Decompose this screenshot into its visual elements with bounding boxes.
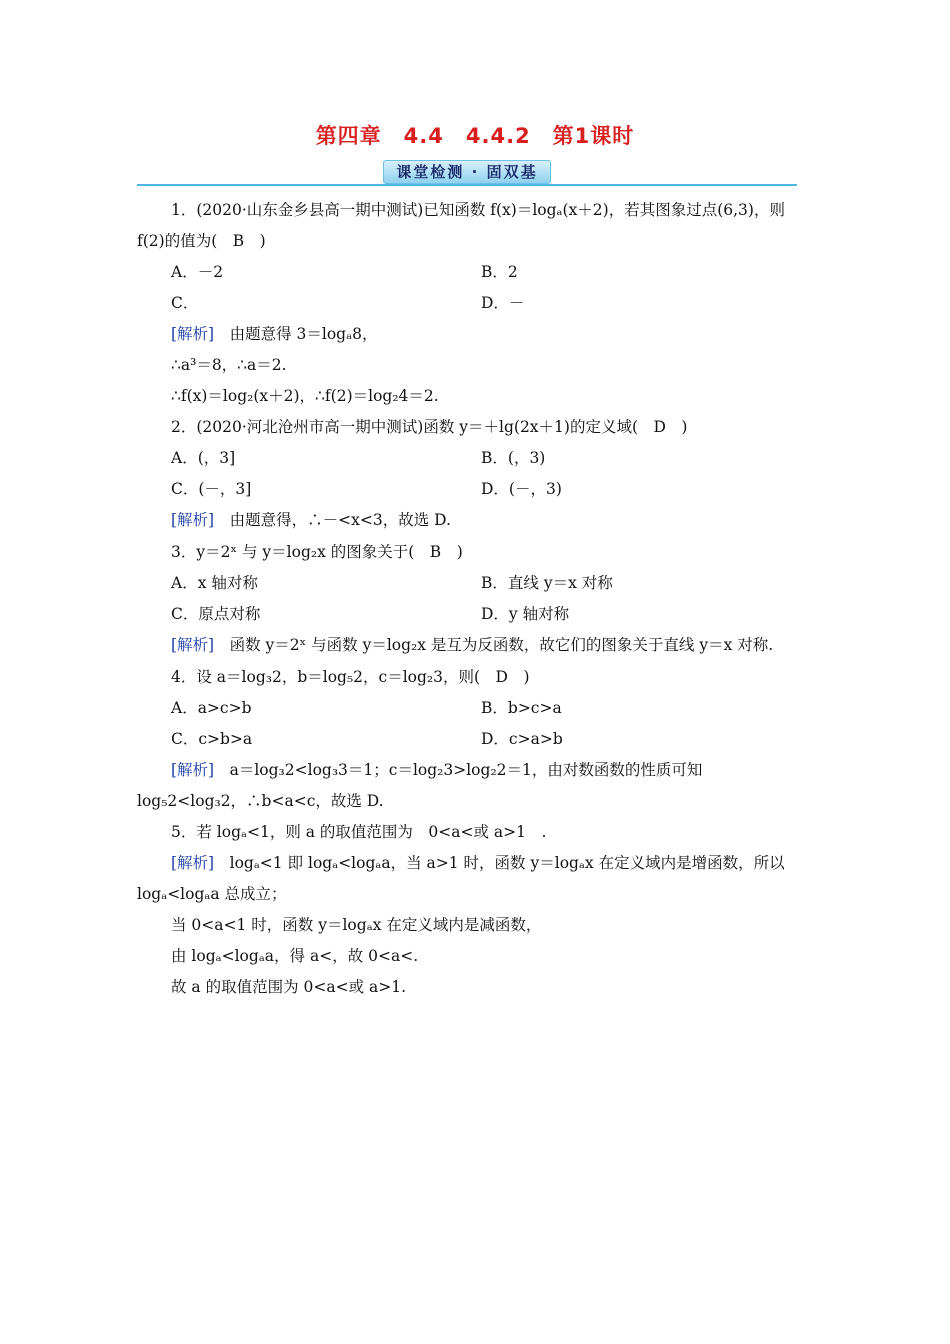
line-q5: 5．若 logₐ<1，则 a 的取值范围为 0<a<或 a>1 . xyxy=(171,823,547,841)
line-q1a: 1．(2020·山东金乡县高一期中测试)已知函数 f(x)＝logₐ(x＋2)，若其图象过点(6,3)，则 xyxy=(171,201,785,219)
line-q1b: f(2)的值为( B ) xyxy=(137,232,266,250)
line-s1c: ∴f(x)＝log₂(x＋2)，∴f(2)＝log₂4＝2. xyxy=(171,387,439,405)
line-s5c: 当 0<a<1 时，函数 y＝logₐx 在定义域内是减函数， xyxy=(171,916,542,934)
line-q3B: B．直线 y＝x 对称 xyxy=(481,574,613,592)
line-q1C: C． xyxy=(171,294,199,312)
line-q2: 2．(2020·河北沧州市高一期中测试)函数 y＝＋lg(2x＋1)的定义域( D ) xyxy=(171,418,688,436)
line-q1D: D．－ xyxy=(481,294,525,312)
line-q1A: A．－2 xyxy=(171,263,224,281)
line-s5e: 故 a 的取值范围为 0<a<或 a>1. xyxy=(171,978,407,996)
line-s5d: 由 logₐ<logₐa，得 a<，故 0<a<. xyxy=(171,947,419,965)
line-s5b: logₐ<logₐa 总成立； xyxy=(137,885,287,903)
line-q4B: B．b>c>a xyxy=(481,699,562,717)
section-banner: 课堂检测 · 固双基 xyxy=(383,160,551,184)
line-q2D: D．(－，3) xyxy=(481,480,562,498)
line-q4A: A．a>c>b xyxy=(171,699,252,717)
line-s5a: [解析] logₐ<1 即 logₐ<logₐa，当 a>1 时，函数 y＝logₐx 在定义域内是增函数，所以 xyxy=(171,854,785,872)
line-q3C: C．原点对称 xyxy=(171,605,261,623)
line-q3A: A．x 轴对称 xyxy=(171,574,258,592)
line-q2B: B．(，3) xyxy=(481,449,546,467)
line-q3: 3．y＝2ˣ 与 y＝log₂x 的图象关于( B ) xyxy=(171,543,463,561)
title-divider xyxy=(137,184,797,186)
line-s1a: [解析] 由题意得 3＝logₐ8， xyxy=(171,325,378,343)
line-q2C: C．(－，3] xyxy=(171,480,252,498)
line-q4D: D．c>a>b xyxy=(481,730,563,748)
line-s3: [解析] 函数 y＝2ˣ 与函数 y＝log₂x 是互为反函数，故它们的图象关于直线 y＝x 对称. xyxy=(171,636,774,654)
line-s1b: ∴a³＝8，∴a＝2. xyxy=(171,356,287,374)
line-s4b: log₅2<log₃2，∴b<a<c，故选 D. xyxy=(137,792,384,810)
line-q3D: D．y 轴对称 xyxy=(481,605,570,623)
page-title: 第四章 4.4 4.4.2 第1课时 xyxy=(315,124,635,148)
line-s4a: [解析] a＝log₃2<log₃3＝1；c＝log₂3>log₂2＝1，由对数函数的性质可知 xyxy=(171,761,703,779)
line-q4C: C．c>b>a xyxy=(171,730,253,748)
line-q2A: A．(，3] xyxy=(171,449,236,467)
line-q1B: B．2 xyxy=(481,263,518,281)
line-q4: 4．设 a＝log₃2，b＝log₅2，c＝log₂3，则( D ) xyxy=(171,668,530,686)
line-s2: [解析] 由题意得，∴－<x<3，故选 D. xyxy=(171,511,451,529)
